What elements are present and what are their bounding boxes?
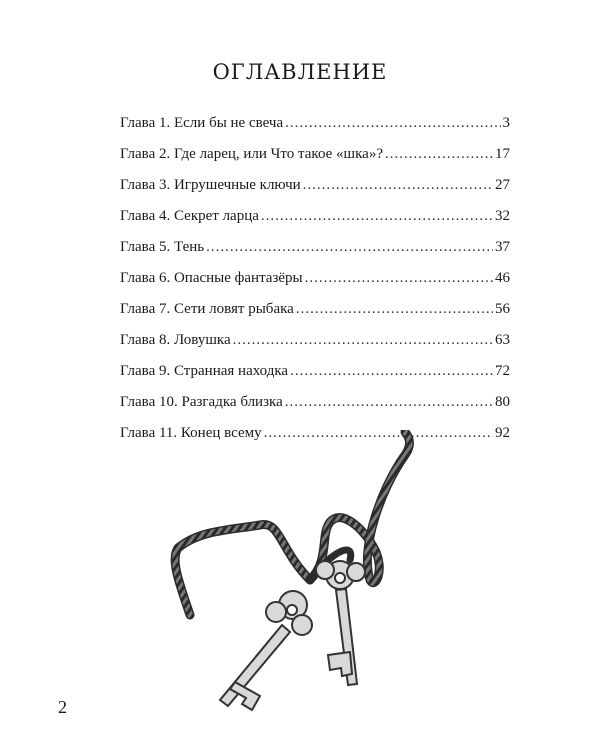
toc-entry <box>120 394 510 425</box>
toc-entry-page: 27 <box>495 177 510 193</box>
toc-entry-title: Глава 10. Разгадка близка <box>120 394 283 410</box>
toc-entry <box>120 239 510 270</box>
toc-entry-title: Глава 7. Сети ловят рыбака <box>120 301 294 317</box>
dot-leader <box>285 115 500 132</box>
dot-leader <box>303 177 493 194</box>
toc-entry-page: 56 <box>495 301 510 317</box>
toc-entry <box>120 177 510 208</box>
toc-entry-page: 17 <box>495 146 510 162</box>
toc-entry <box>120 115 510 146</box>
toc-entry-page: 46 <box>495 270 510 286</box>
page-number: 2 <box>58 697 67 717</box>
toc-entry-page: 80 <box>495 394 510 410</box>
dot-leader <box>285 394 493 411</box>
toc-entry-title: Глава 11. Конец всему <box>120 425 262 441</box>
toc-entry-page: 32 <box>495 208 510 224</box>
toc-entry-title: Глава 3. Игрушечные ключи <box>120 177 301 193</box>
dot-leader <box>261 208 493 225</box>
toc-entry-page: 92 <box>495 425 510 441</box>
toc-entry <box>120 270 510 301</box>
toc-entry <box>120 301 510 332</box>
toc-entry-title: Глава 9. Странная находка <box>120 363 289 379</box>
dot-leader <box>385 146 493 163</box>
toc-entry-page: 63 <box>495 332 510 348</box>
toc-entry <box>120 332 510 363</box>
right-key-icon <box>316 561 365 685</box>
dot-leader <box>296 301 493 318</box>
table-of-contents <box>120 115 510 456</box>
toc-entry <box>120 146 510 177</box>
keys-on-rope-illustration <box>160 430 460 720</box>
toc-entry-title: Глава 1. Если бы не свеча <box>120 115 284 131</box>
page-title: ОГЛАВЛЕНИЕ <box>212 60 388 84</box>
dot-leader <box>290 363 493 380</box>
toc-entry-title: Глава 5. Тень <box>120 239 205 255</box>
toc-entry-title: Глава 8. Ловушка <box>120 332 231 348</box>
toc-entry <box>120 363 510 394</box>
dot-leader <box>206 239 493 256</box>
left-key-icon <box>220 591 312 710</box>
dot-leader <box>233 332 493 349</box>
toc-entry <box>120 208 510 239</box>
toc-entry-title: Глава 4. Секрет ларца <box>120 208 259 224</box>
toc-entry-page: 72 <box>495 363 510 379</box>
toc-entry-title: Глава 2. Где ларец, или Что такое «шка»? <box>120 146 383 162</box>
toc-entry-page: 3 <box>502 115 510 131</box>
dot-leader <box>305 270 493 287</box>
toc-entry-page: 37 <box>495 239 510 255</box>
toc-entry-title: Глава 6. Опасные фантазёры <box>120 270 303 286</box>
rope-icon <box>175 432 409 615</box>
